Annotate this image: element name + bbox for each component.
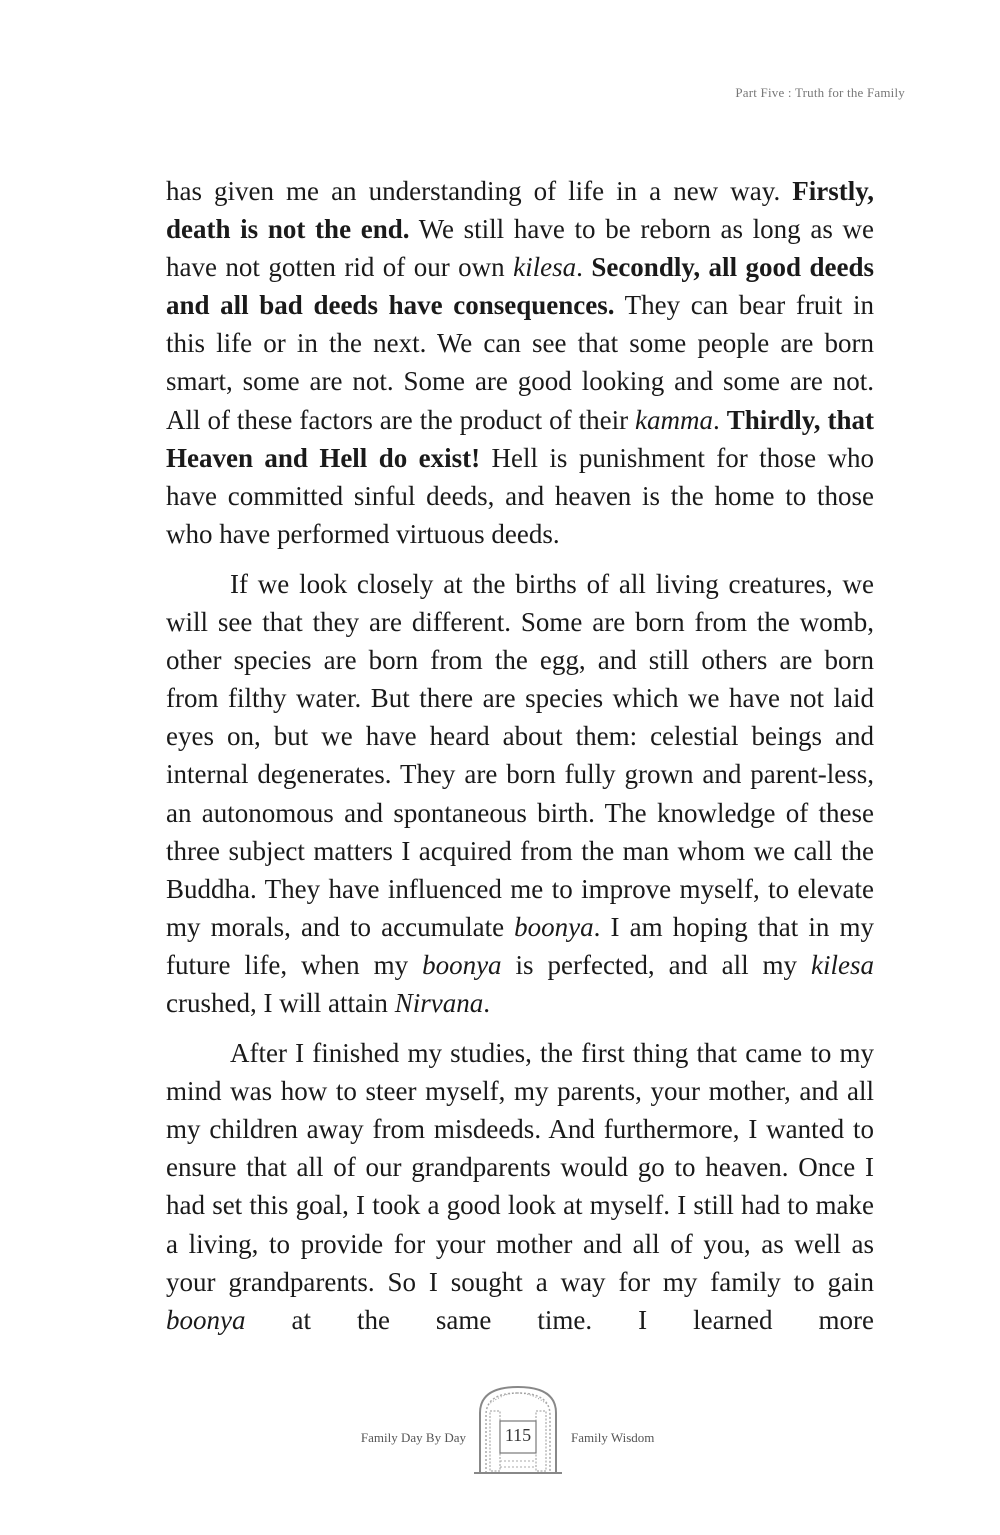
italic-term: kilesa bbox=[811, 949, 874, 980]
text-run: . bbox=[483, 987, 490, 1018]
text-run: is perfected, and all my bbox=[501, 949, 812, 980]
text-run: If we look closely at the births of all living creatures, we will see that they are different. Some are born from the womb, other species are born from the egg, and still others are born from filthy water. But there are species which we have not laid eyes on, but we have heard about them: celestial beings and internal degenerates. They are born fully grown and parent-less, an autonomous and spontaneous birth. The knowledge of these three subject matters I acquired from the man whom we call the Buddha. They have influenced me to improve myself, to elevate my morals, and to accumulate bbox=[166, 568, 874, 942]
italic-term: boonya bbox=[514, 911, 594, 942]
text-run: They can bear fruit in this life or in the next. We can see that some people are born smart, some are not. Some are good looking and some are not. All of these factors are the product of their bbox=[166, 290, 875, 435]
body-text bbox=[166, 172, 874, 1351]
text-run: crushed, I will attain bbox=[166, 987, 395, 1018]
text-run: . I am hoping that in my future life, when my bbox=[166, 911, 874, 980]
footer-book-title: Family Day By Day bbox=[360, 1430, 466, 1445]
italic-term: kilesa bbox=[513, 252, 577, 283]
paragraph bbox=[166, 1034, 874, 1339]
text-run: . bbox=[713, 404, 727, 435]
text-run: has given me an understanding of life in a new way. bbox=[166, 176, 793, 206]
bold-text: Secondly, all good deeds and all bad deeds have consequences. bbox=[166, 252, 875, 321]
text-run: We still have to be reborn as long as we have not gotten rid of our own bbox=[166, 214, 875, 283]
running-header: Part Five : Truth for the Family bbox=[735, 85, 905, 100]
page-number: 115 bbox=[504, 1425, 532, 1445]
text-run: After I finished my studies, the first thing that came to my mind was how to steer myself, my parents, your mother, and all my children away from misdeeds. And furthermore, I wanted to ensure that all of our grandparents would go to heaven. Once I had set this goal, I took a good look at myself. I still had to make a living, to provide for your mother and all of you, as well as your grandparents. So I sought a way for my family to gain bbox=[166, 1038, 874, 1297]
text-run: . bbox=[576, 252, 592, 283]
text-run: Hell is punishment for those who have committed sinful deeds, and heaven is the home to those who have performed virtuous deeds. bbox=[166, 442, 875, 549]
bold-text: Thirdly, that Heaven and Hell do exist! bbox=[166, 404, 874, 473]
page-footer bbox=[0, 1380, 1000, 1480]
footer-section-title: Family Wisdom bbox=[571, 1430, 655, 1445]
italic-term: boonya bbox=[422, 949, 502, 980]
bold-text: Firstly, death is not the end. bbox=[166, 176, 874, 245]
paragraph bbox=[166, 172, 874, 553]
italic-term: kamma bbox=[635, 404, 714, 435]
text-run: at the same time. I learned more bbox=[245, 1304, 874, 1335]
italic-term: boonya bbox=[166, 1304, 246, 1335]
paragraph bbox=[166, 565, 874, 1022]
italic-term: Nirvana bbox=[394, 987, 484, 1018]
